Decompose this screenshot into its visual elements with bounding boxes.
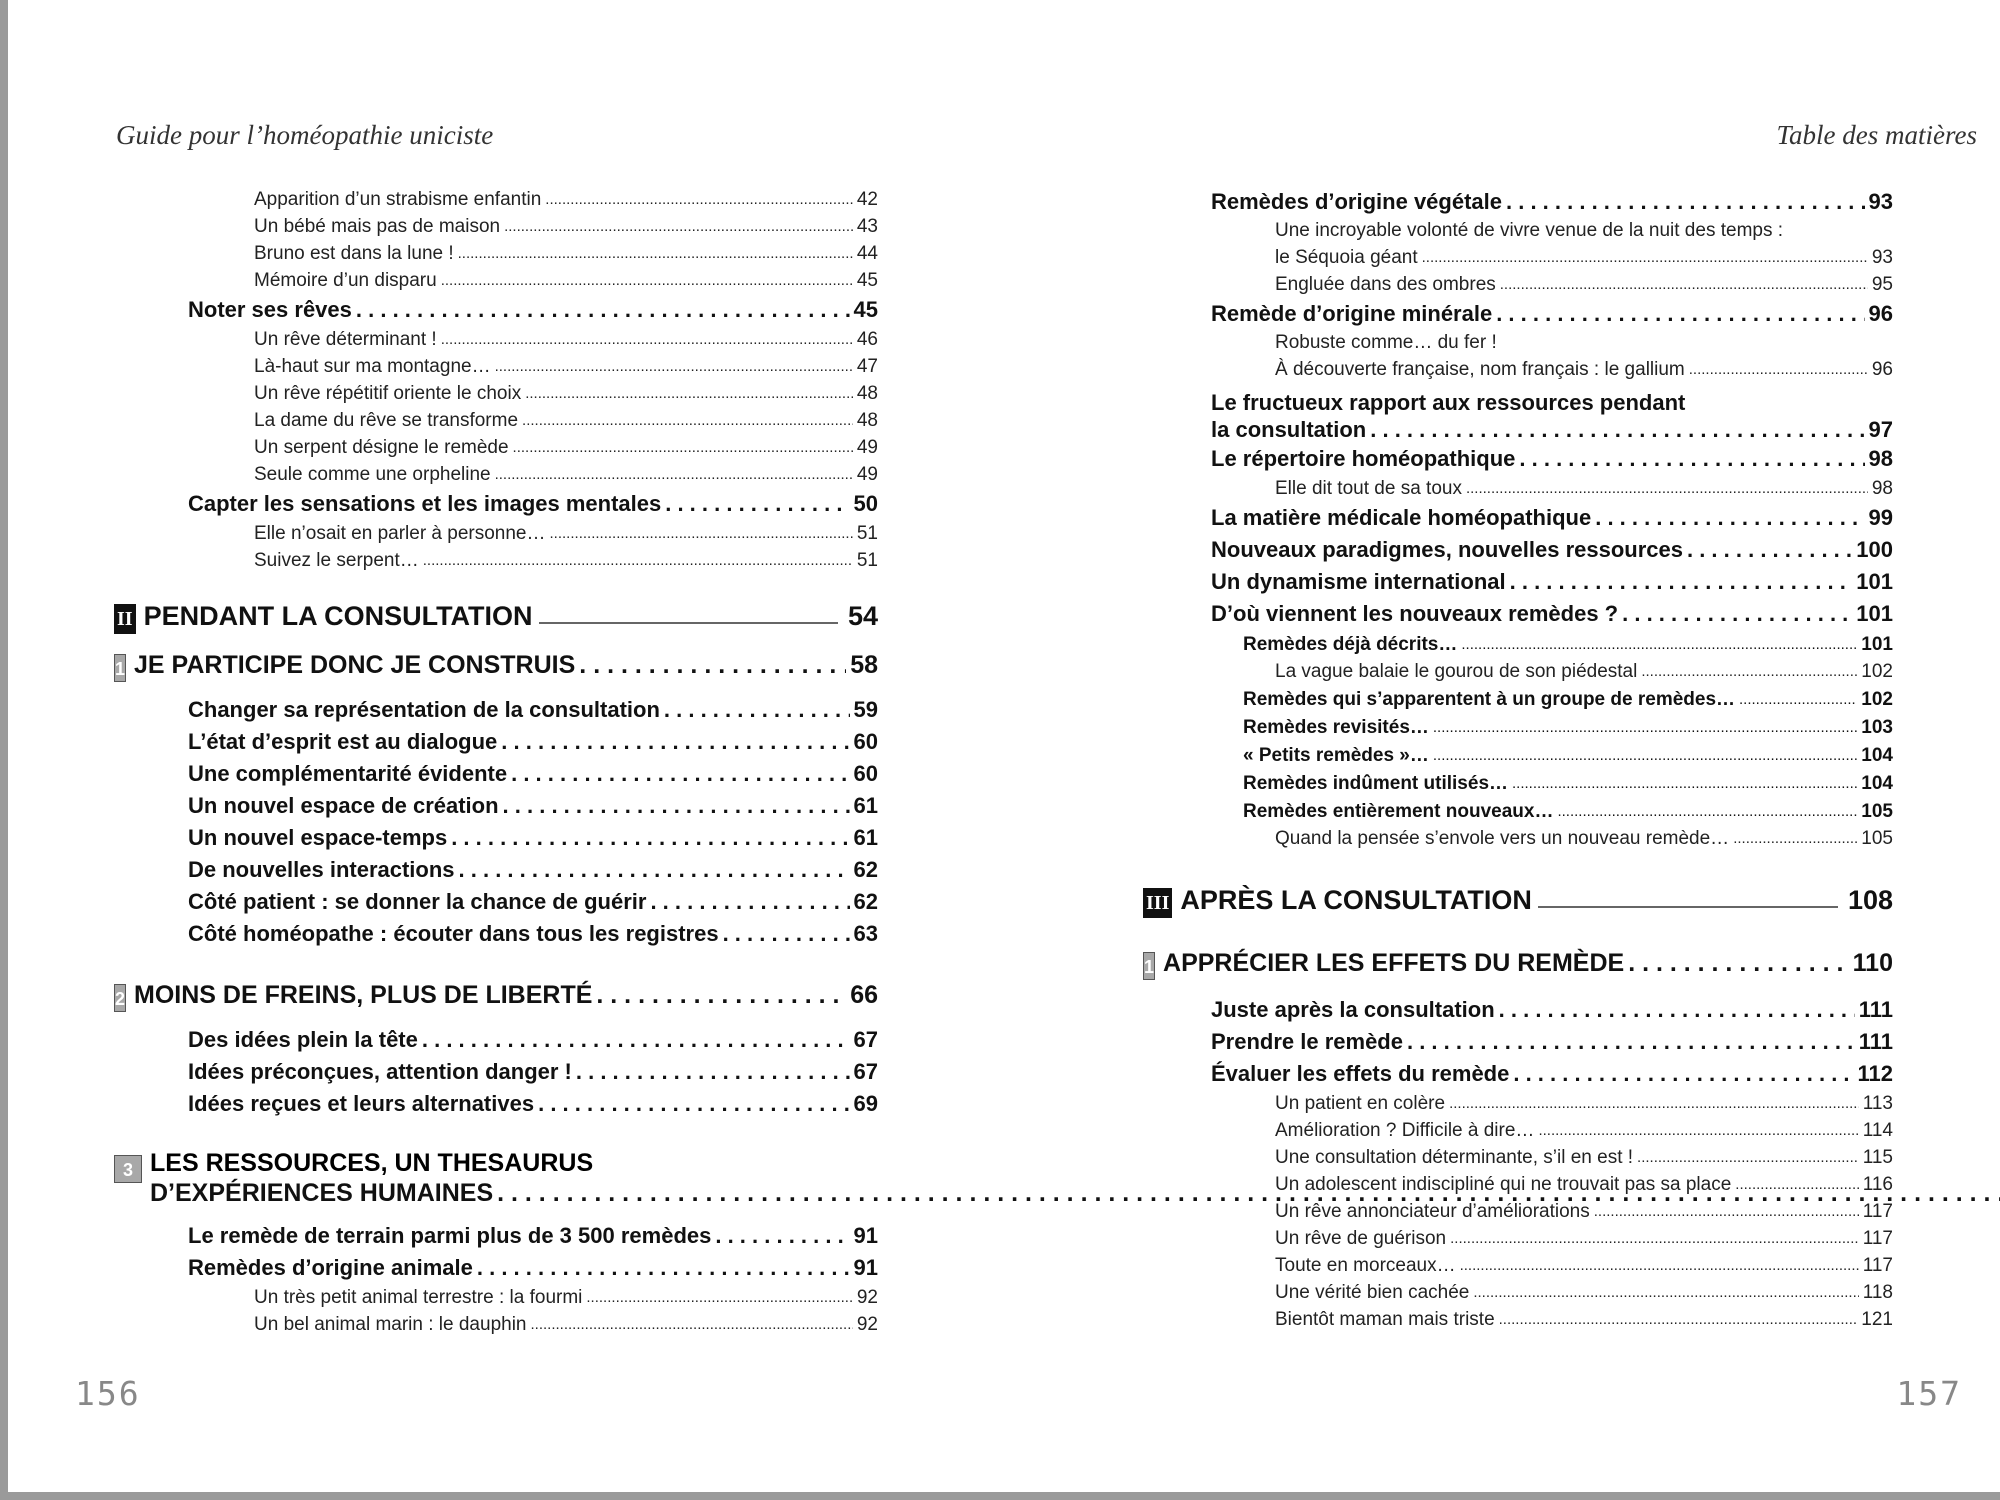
entry-title: la consultation xyxy=(1211,417,1367,442)
page-ref: 105 xyxy=(1861,801,1893,822)
dot-leader xyxy=(723,918,850,950)
dot-leader xyxy=(664,694,850,726)
dot-leader xyxy=(458,240,853,267)
dot-leader xyxy=(531,1311,853,1338)
toc-subsection xyxy=(1211,685,1893,713)
page-ref: 67 xyxy=(853,1059,878,1084)
entry-title: Côté homéopathe : écouter dans tous les registres xyxy=(188,921,719,946)
dot-leader xyxy=(525,380,853,407)
dot-leader xyxy=(1499,994,1855,1026)
toc-entry xyxy=(1211,1117,1893,1144)
dot-leader xyxy=(596,978,846,1012)
entry-title: Un serpent désigne le remède xyxy=(254,437,509,458)
part-number-badge: II xyxy=(114,604,136,634)
page-ref: 110 xyxy=(1852,949,1893,977)
page-ref: 43 xyxy=(856,216,878,237)
dot-leader xyxy=(423,547,853,574)
page-ref: 98 xyxy=(1868,446,1893,471)
page-ref: 111 xyxy=(1858,1029,1893,1054)
toc-section xyxy=(1211,598,1893,630)
page-ref: 47 xyxy=(856,356,878,377)
entry-title: Engluée dans des ombres xyxy=(1275,274,1496,295)
page-ref: 49 xyxy=(856,464,878,485)
entry-title: Le répertoire homéopathique xyxy=(1211,446,1516,471)
toc-entry xyxy=(1211,1252,1893,1279)
running-head-right: Table des matières xyxy=(1776,120,1977,150)
toc-section xyxy=(1211,1058,1893,1090)
dot-leader xyxy=(501,726,849,758)
entry-title: Le fructueux rapport aux ressources pendant xyxy=(1211,390,1686,415)
page-ref: 101 xyxy=(1861,634,1893,655)
dot-leader xyxy=(441,267,853,294)
entry-title: MOINS DE FREINS, PLUS DE LIBERTÉ xyxy=(134,981,593,1009)
toc-entry xyxy=(114,1311,878,1338)
page-ref: 62 xyxy=(853,857,878,882)
toc-entry xyxy=(1211,271,1893,298)
dot-leader xyxy=(550,520,853,547)
toc-section xyxy=(114,918,878,950)
entry-title: Juste après la consultation xyxy=(1211,997,1495,1022)
dot-leader xyxy=(495,461,853,488)
entry-title: La vague balaie le gourou de son piédestal xyxy=(1275,661,1638,682)
page-ref: 91 xyxy=(853,1255,878,1280)
entry-title: Une complémentarité évidente xyxy=(188,761,508,786)
toc-entry xyxy=(1211,1090,1893,1117)
dot-leader xyxy=(1466,475,1868,502)
page-ref: 42 xyxy=(856,189,878,210)
entry-title: Remèdes d’origine animale xyxy=(188,1255,473,1280)
toc-entry xyxy=(114,1284,878,1311)
entry-title: Un adolescent indiscipliné qui ne trouvait pas sa place xyxy=(1275,1174,1732,1195)
part-number-badge: III xyxy=(1143,888,1172,918)
page-ref: 117 xyxy=(1862,1255,1893,1276)
page-ref: 45 xyxy=(856,270,878,291)
page-ref: 117 xyxy=(1862,1228,1893,1249)
dot-leader xyxy=(1739,685,1857,713)
toc-section xyxy=(114,694,878,726)
page-ref: 112 xyxy=(1857,1061,1893,1086)
entry-title: Un bébé mais pas de maison xyxy=(254,216,501,237)
dot-leader xyxy=(1622,598,1852,630)
toc-section xyxy=(114,294,878,326)
dot-leader xyxy=(495,353,853,380)
toc-chapter xyxy=(114,648,878,682)
entry-title: JE PARTICIPE DONC JE CONSTRUIS xyxy=(134,651,576,679)
toc-section xyxy=(1211,534,1893,566)
toc-right xyxy=(1144,186,1893,1333)
toc-chapter xyxy=(114,1148,878,1208)
dot-leader xyxy=(1637,1144,1859,1171)
dot-leader xyxy=(538,1088,849,1120)
entry-title: Une incroyable volonté de vivre venue de la nuit des temps : xyxy=(1275,220,1784,241)
page-ref: 93 xyxy=(1868,189,1893,214)
page-ref: 118 xyxy=(1862,1282,1893,1303)
chapter-number-badge: 2 xyxy=(114,984,126,1012)
page-ref: 44 xyxy=(856,243,878,264)
dot-leader xyxy=(579,648,846,682)
page-ref: 48 xyxy=(856,383,878,404)
entry-title: Amélioration ? Difficile à dire… xyxy=(1275,1120,1535,1141)
entry-title: Toute en morceaux… xyxy=(1275,1255,1456,1276)
toc-section xyxy=(1211,443,1893,475)
toc-entry xyxy=(114,267,878,294)
page-ref: 46 xyxy=(856,329,878,350)
entry-title: Capter les sensations et les images mentales xyxy=(188,491,662,516)
chapter-number-badge: 1 xyxy=(1143,952,1155,980)
page-ref: 69 xyxy=(853,1091,878,1116)
entry-title: Idées préconçues, attention danger ! xyxy=(188,1059,572,1084)
entry-title: Remèdes revisités… xyxy=(1243,717,1429,738)
dot-leader xyxy=(422,1024,850,1056)
entry-title: Idées reçues et leurs alternatives xyxy=(188,1091,535,1116)
toc-entry xyxy=(114,186,878,213)
toc-entry xyxy=(114,213,878,240)
page-ref: 51 xyxy=(856,523,878,544)
toc-subsection xyxy=(1211,769,1893,797)
part-rule xyxy=(539,622,838,624)
toc-section xyxy=(1211,186,1893,218)
entry-title: Un dynamisme international xyxy=(1211,569,1506,594)
toc-section xyxy=(114,488,878,520)
dot-leader xyxy=(1594,1198,1859,1225)
toc-chapter xyxy=(114,978,878,1012)
dot-leader xyxy=(1460,1252,1859,1279)
entry-title: Un bel animal marin : le dauphin xyxy=(254,1314,527,1335)
entry-title: Des idées plein la tête xyxy=(188,1027,418,1052)
entry-title: Apparition d’un strabisme enfantin xyxy=(254,189,542,210)
dot-leader xyxy=(586,1284,852,1311)
toc-section xyxy=(114,758,878,790)
page-ref: 48 xyxy=(856,410,878,431)
toc-section xyxy=(1211,416,1893,443)
entry-title: Un rêve déterminant ! xyxy=(254,329,437,350)
part-rule xyxy=(1538,906,1838,908)
toc-section xyxy=(114,886,878,918)
entry-title: Nouveaux paradigmes, nouvelles ressources xyxy=(1211,537,1683,562)
entry-title: Un rêve de guérison xyxy=(1275,1228,1447,1249)
page-ref: 92 xyxy=(856,1287,878,1308)
dot-leader xyxy=(1370,416,1864,443)
toc-section xyxy=(1211,298,1893,330)
dot-leader xyxy=(1499,1306,1858,1333)
entry-title: Un très petit animal terrestre : la fourmi xyxy=(254,1287,583,1308)
dot-leader xyxy=(1557,797,1857,825)
dot-leader xyxy=(1473,1279,1858,1306)
entry-title: APPRÉCIER LES EFFETS DU REMÈDE xyxy=(1163,949,1625,977)
toc-subsection xyxy=(1211,630,1893,658)
page-ref: 114 xyxy=(1862,1120,1893,1141)
entry-title: Changer sa représentation de la consultation xyxy=(188,697,660,722)
page-ref: 117 xyxy=(1862,1201,1893,1222)
dot-leader xyxy=(1689,356,1868,383)
chapter-number-badge: 3 xyxy=(114,1155,142,1183)
page-ref: 91 xyxy=(853,1223,878,1248)
entry-title: Seule comme une orpheline xyxy=(254,464,491,485)
entry-title: Noter ses rêves xyxy=(188,297,352,322)
entry-title: Remèdes entièrement nouveaux… xyxy=(1243,801,1554,822)
toc-section xyxy=(114,1220,878,1252)
page-number-left: 156 xyxy=(75,1374,141,1413)
toc-subsection xyxy=(1211,797,1893,825)
dot-leader xyxy=(1641,658,1857,685)
page-ref: 99 xyxy=(1868,505,1893,530)
dot-leader xyxy=(1422,244,1868,271)
right-page xyxy=(998,0,2000,1492)
entry-title: L’état d’esprit est au dialogue xyxy=(188,729,498,754)
entry-title: Évaluer les effets du remède xyxy=(1211,1061,1510,1086)
dot-leader xyxy=(1433,741,1857,769)
page-ref: 67 xyxy=(853,1027,878,1052)
dot-leader xyxy=(1513,1058,1853,1090)
entry-title: D’où viennent les nouveaux remèdes ? xyxy=(1211,601,1619,626)
toc-entry xyxy=(114,240,878,267)
book-spread xyxy=(8,0,2000,1492)
toc-entry xyxy=(1211,356,1893,383)
toc-entry xyxy=(114,353,878,380)
dot-leader xyxy=(1433,713,1857,741)
toc-section xyxy=(114,1088,878,1120)
dot-leader xyxy=(1461,630,1857,658)
entry-title: D’EXPÉRIENCES HUMAINES xyxy=(150,1179,494,1207)
dot-leader xyxy=(441,326,853,353)
page-ref: 105 xyxy=(1861,828,1893,849)
entry-title: Un rêve annonciateur d’améliorations xyxy=(1275,1201,1590,1222)
page-ref: 66 xyxy=(850,981,878,1009)
page-number-right: 157 xyxy=(1896,1374,1962,1413)
dot-leader xyxy=(1687,534,1852,566)
toc-section xyxy=(1211,502,1893,534)
entry-title: Mémoire d’un disparu xyxy=(254,270,437,291)
toc-section xyxy=(114,1024,878,1056)
entry-title: Un nouvel espace de création xyxy=(188,793,499,818)
dot-leader xyxy=(1450,1225,1859,1252)
entry-title: De nouvelles interactions xyxy=(188,857,455,882)
page-ref: 61 xyxy=(853,825,878,850)
entry-title: « Petits remèdes »… xyxy=(1243,745,1429,766)
page-ref: 96 xyxy=(1871,359,1893,380)
dot-leader xyxy=(715,1220,849,1252)
toc-entry xyxy=(114,434,878,461)
dot-leader xyxy=(1628,946,1848,980)
entry-title: Une vérité bien cachée xyxy=(1275,1282,1470,1303)
page-ref: 96 xyxy=(1868,301,1893,326)
entry-title: Remèdes qui s’apparentent à un groupe de remèdes… xyxy=(1243,689,1736,710)
toc-part-heading xyxy=(114,598,878,634)
page-ref: 102 xyxy=(1861,661,1893,682)
toc-part-heading xyxy=(1143,882,1893,918)
toc-entry xyxy=(1211,1198,1893,1225)
toc-entry xyxy=(1211,1279,1893,1306)
page-ref: 102 xyxy=(1861,689,1893,710)
chapter-title-line1: LES RESSOURCES, UN THESAURUS xyxy=(150,1149,594,1177)
running-head-left: Guide pour l’homéopathie uniciste xyxy=(116,120,494,150)
entry-title: Bruno est dans la lune ! xyxy=(254,243,454,264)
toc-entry xyxy=(114,380,878,407)
toc-entry xyxy=(114,407,878,434)
toc-section xyxy=(1211,994,1893,1026)
toc-entry xyxy=(1211,475,1893,502)
dot-leader xyxy=(522,407,853,434)
dot-leader xyxy=(511,758,849,790)
dot-leader xyxy=(451,822,849,854)
page-ref: 92 xyxy=(856,1314,878,1335)
page-ref: 104 xyxy=(1861,745,1893,766)
entry-title: Remède d’origine minérale xyxy=(1211,301,1493,326)
page-ref: 60 xyxy=(853,761,878,786)
page-ref: 103 xyxy=(1861,717,1893,738)
toc-section xyxy=(114,1252,878,1284)
toc-entry xyxy=(114,520,878,547)
dot-leader xyxy=(503,790,850,822)
entry-title: Côté patient : se donner la chance de guérir xyxy=(188,889,647,914)
page-ref: 98 xyxy=(1871,478,1893,499)
dot-leader xyxy=(1510,566,1853,598)
page-ref: 113 xyxy=(1862,1093,1893,1114)
toc-entry xyxy=(1211,1306,1893,1333)
toc-entry xyxy=(1211,658,1893,685)
dot-leader xyxy=(665,488,849,520)
entry-title: Remèdes indûment utilisés… xyxy=(1243,773,1509,794)
dot-leader xyxy=(1500,271,1868,298)
toc-section xyxy=(114,854,878,886)
page-ref: 104 xyxy=(1861,773,1893,794)
toc-entry xyxy=(114,326,878,353)
page-ref: 58 xyxy=(850,651,878,679)
toc-section xyxy=(1211,1026,1893,1058)
entry-title: La dame du rêve se transforme xyxy=(254,410,519,431)
toc-left xyxy=(114,186,878,1338)
dot-leader xyxy=(513,434,853,461)
entry-title: Suivez le serpent… xyxy=(254,550,419,571)
dot-leader xyxy=(1407,1026,1855,1058)
page-ref: 62 xyxy=(853,889,878,914)
page-ref: 60 xyxy=(853,729,878,754)
page-ref: 59 xyxy=(853,697,878,722)
toc-section xyxy=(114,790,878,822)
entry-title: PENDANT LA CONSULTATION xyxy=(143,601,533,631)
toc-chapter xyxy=(1143,946,1893,980)
entry-title: Remèdes déjà décrits… xyxy=(1243,634,1458,655)
dot-leader xyxy=(650,886,849,918)
entry-title: APRÈS LA CONSULTATION xyxy=(1180,885,1532,915)
page-ref: 100 xyxy=(1856,537,1893,562)
page-ref: 121 xyxy=(1861,1309,1893,1330)
page-ref: 54 xyxy=(847,601,878,631)
toc-entry xyxy=(1211,1144,1893,1171)
dot-leader xyxy=(545,186,853,213)
toc-entry xyxy=(1211,825,1893,852)
toc-entry xyxy=(1211,1171,1893,1198)
entry-title: Là-haut sur ma montagne… xyxy=(254,356,491,377)
toc-section xyxy=(114,822,878,854)
toc-entry xyxy=(1211,330,1893,356)
entry-title: Elle n’osait en parler à personne… xyxy=(254,523,546,544)
dot-leader xyxy=(459,854,850,886)
dot-leader xyxy=(1519,443,1864,475)
dot-leader xyxy=(1595,502,1864,534)
page-ref: 50 xyxy=(853,491,878,516)
page-ref: 95 xyxy=(1871,274,1893,295)
toc-subsection xyxy=(1211,713,1893,741)
dot-leader xyxy=(1538,1117,1858,1144)
toc-entry xyxy=(1211,244,1893,271)
dot-leader xyxy=(1449,1090,1859,1117)
page-ref: 49 xyxy=(856,437,878,458)
toc-section xyxy=(1211,389,1893,416)
entry-title: La matière médicale homéopathique xyxy=(1211,505,1592,530)
entry-title: Elle dit tout de sa toux xyxy=(1275,478,1462,499)
dot-leader xyxy=(1506,186,1865,218)
dot-leader xyxy=(477,1252,850,1284)
page-ref: 101 xyxy=(1856,601,1893,626)
page-ref: 116 xyxy=(1862,1174,1893,1195)
dot-leader xyxy=(576,1056,850,1088)
page-ref: 97 xyxy=(1868,417,1893,442)
entry-title: Un rêve répétitif oriente le choix xyxy=(254,383,522,404)
entry-title: Bientôt maman mais triste xyxy=(1275,1309,1495,1330)
entry-title: Robuste comme… du fer ! xyxy=(1275,332,1497,353)
dot-leader xyxy=(1735,1171,1858,1198)
entry-title: le Séquoia géant xyxy=(1275,247,1418,268)
dot-leader xyxy=(504,213,853,240)
page-ref: 63 xyxy=(853,921,878,946)
toc-entry xyxy=(1211,218,1893,244)
chapter-number-badge: 1 xyxy=(114,654,126,682)
toc-entry xyxy=(1211,1225,1893,1252)
page-ref: 108 xyxy=(1847,885,1893,915)
page-ref: 93 xyxy=(1871,247,1893,268)
page-ref: 115 xyxy=(1862,1147,1893,1168)
dot-leader xyxy=(1496,298,1864,330)
entry-title: Quand la pensée s’envole vers un nouveau remède… xyxy=(1275,828,1730,849)
page-ref: 45 xyxy=(853,297,878,322)
entry-title: Un patient en colère xyxy=(1275,1093,1446,1114)
dot-leader xyxy=(1733,825,1857,852)
entry-title: Remèdes d’origine végétale xyxy=(1211,189,1502,214)
dot-leader xyxy=(356,294,850,326)
entry-title: Le remède de terrain parmi plus de 3 500 remèdes xyxy=(188,1223,712,1248)
page-ref: 61 xyxy=(853,793,878,818)
toc-section xyxy=(114,1056,878,1088)
toc-section xyxy=(1211,566,1893,598)
toc-entry xyxy=(114,461,878,488)
toc-section xyxy=(114,726,878,758)
page-ref: 111 xyxy=(1858,997,1893,1022)
toc-subsection xyxy=(1211,741,1893,769)
entry-title: Un nouvel espace-temps xyxy=(188,825,448,850)
entry-title: À découverte française, nom français : le gallium xyxy=(1275,359,1685,380)
left-page xyxy=(8,0,998,1492)
dot-leader xyxy=(1512,769,1857,797)
page-ref: 101 xyxy=(1856,569,1893,594)
entry-title: Une consultation déterminante, s’il en est ! xyxy=(1275,1147,1634,1168)
entry-title: Prendre le remède xyxy=(1211,1029,1403,1054)
toc-entry xyxy=(114,547,878,574)
page-ref: 51 xyxy=(856,550,878,571)
